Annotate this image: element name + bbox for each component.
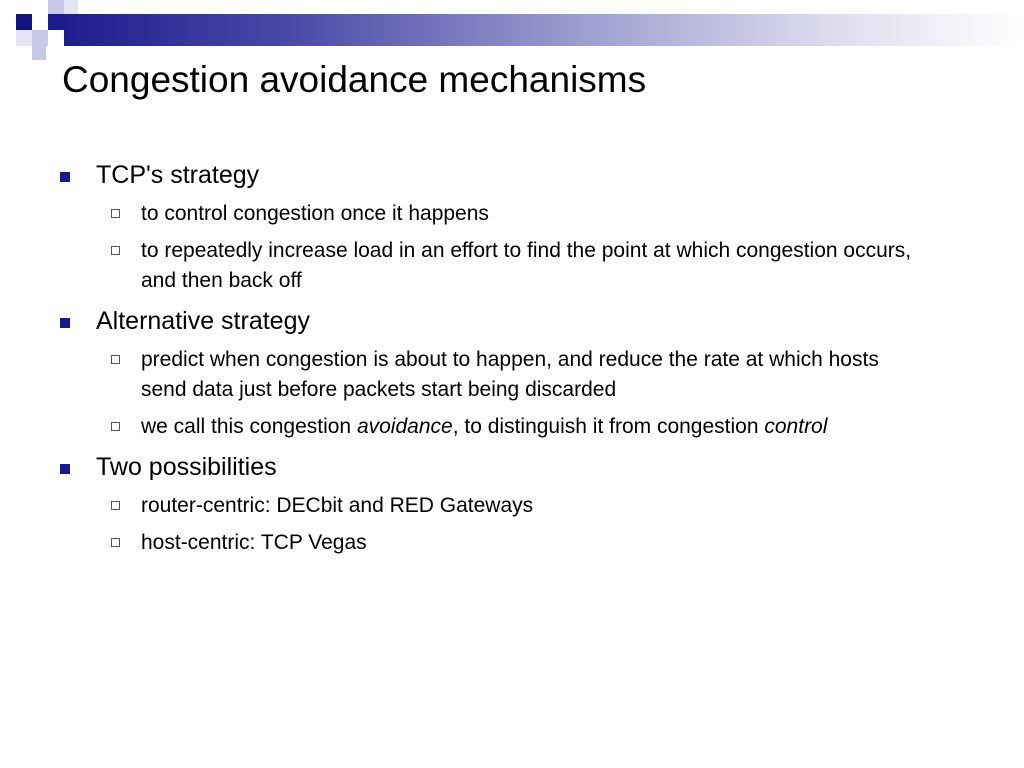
header-square — [64, 0, 78, 14]
emphasis-avoidance: avoidance — [356, 415, 453, 438]
hollow-square-bullet-icon — [111, 246, 120, 255]
bullet-item — [58, 304, 958, 338]
square-bullet-icon — [60, 318, 70, 328]
header-square — [32, 30, 48, 46]
bullet-item — [58, 158, 958, 192]
header-square — [16, 14, 32, 30]
header-square — [48, 30, 64, 46]
square-bullet-icon — [60, 172, 70, 182]
hollow-square-bullet-icon — [111, 538, 120, 547]
sub-bullet-text: we call this congestion avoidance, to distinguish it from congestion control — [141, 415, 828, 438]
sub-bullet-text: host-centric: TCP Vegas — [141, 531, 367, 554]
header-square — [16, 30, 32, 46]
bullet-item — [58, 450, 958, 484]
hollow-square-bullet-icon — [111, 501, 120, 510]
sub-bullet-item — [58, 345, 921, 405]
hollow-square-bullet-icon — [111, 422, 120, 431]
bullet-text: Alternative strategy — [96, 307, 310, 335]
emphasis-control: control — [764, 415, 828, 438]
hollow-square-bullet-icon — [111, 355, 120, 364]
sub-bullet-item — [58, 412, 921, 442]
sub-bullet-text: predict when congestion is about to happen, and reduce the rate at which hosts send data just before packets start being discarded — [141, 348, 879, 401]
slide-title: Congestion avoidance mechanisms — [62, 59, 647, 100]
sub-bullet-item — [58, 199, 921, 229]
header-square — [32, 46, 46, 60]
square-bullet-icon — [60, 464, 70, 474]
sub-bullet-text: router-centric: DECbit and RED Gateways — [141, 494, 534, 517]
bullet-text: Two possibilities — [96, 453, 277, 481]
sub-bullet-item — [58, 236, 921, 296]
header-square — [48, 0, 64, 14]
hollow-square-bullet-icon — [111, 209, 120, 218]
sub-bullet-text: to control congestion once it happens — [141, 202, 489, 225]
bullet-text: TCP's strategy — [96, 161, 260, 189]
sub-bullet-text: to repeatedly increase load in an effort to find the point at which congestion occurs, and then back off — [141, 239, 912, 292]
slide-content — [58, 158, 958, 558]
header-gradient-bar — [48, 14, 1024, 46]
sub-bullet-item — [58, 528, 921, 558]
sub-bullet-item — [58, 491, 921, 521]
